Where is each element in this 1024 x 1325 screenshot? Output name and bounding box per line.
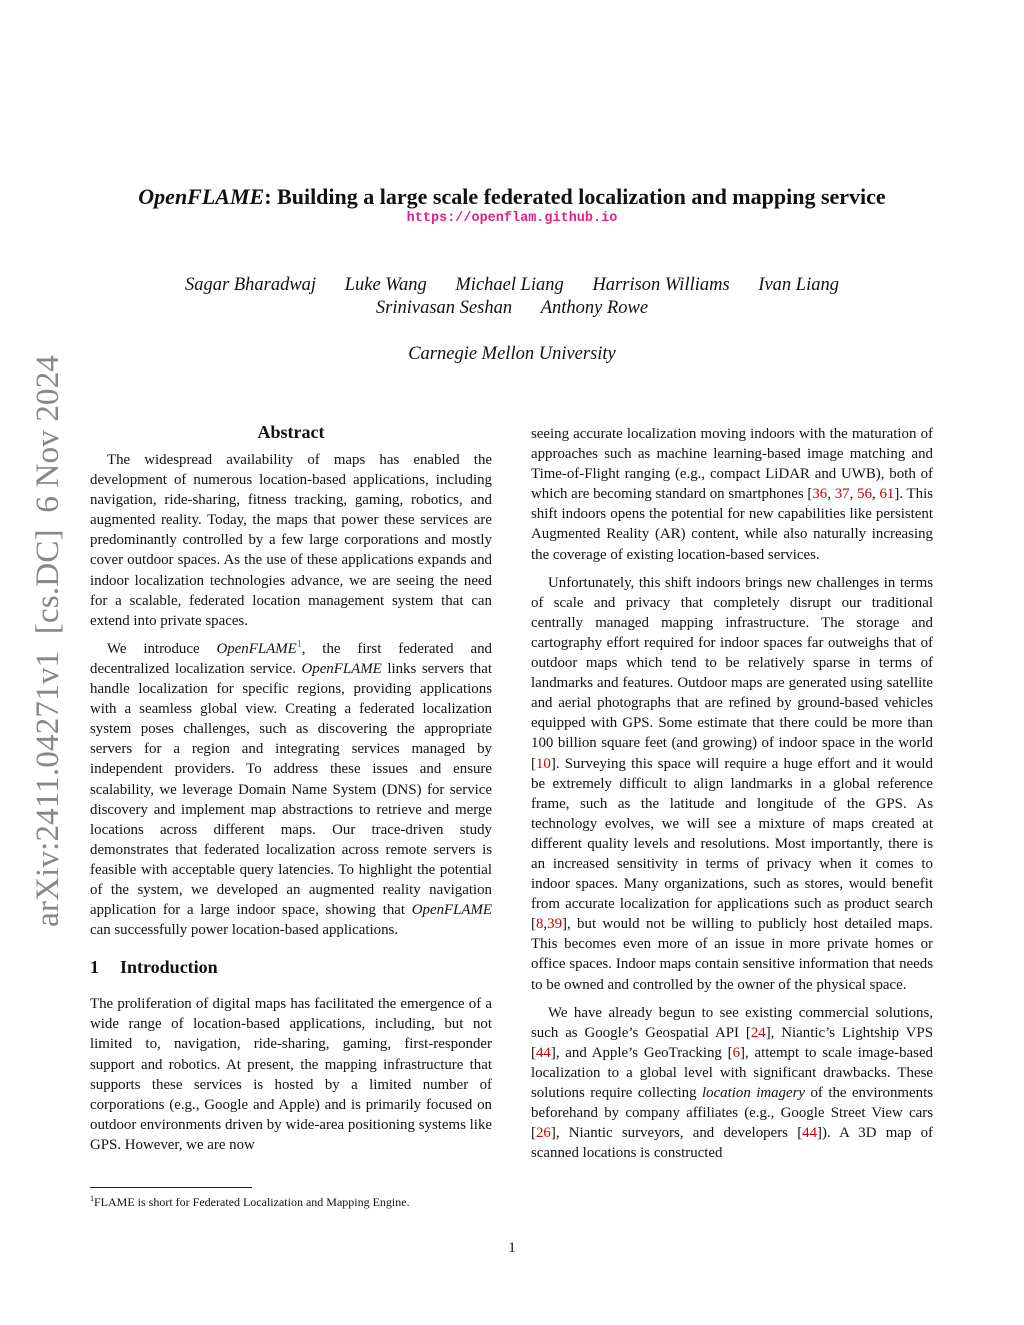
text-run: ]. This shift indoors opens the potential for new capabilities like persistent Augmented Reality (AR) content, while also naturally increasing the coverage of existing location-based services. (531, 486, 934, 563)
footnote-mark: 1 (90, 1194, 94, 1203)
abstract-paragraph-1: The widespread availability of maps has enabled the development of numerous location-based applications, including navigation, ride-sharing, fitness tracking, gaming, robotics, and augmented reality. Today, the maps that power these services are predominantly controlled by a few large corporations and mostly cover outdoor spaces. As the use of these applications expands and indoor localization technologies advance, we are seeing the need for a scalable, federated location management system that can extend into private spaces. (90, 452, 492, 629)
text-run: We have already begun to see existing commercial solutions, such as Google’s Geospatial API [ (531, 1004, 933, 1041)
author-name: Anthony Rowe (540, 298, 649, 318)
author-name: Sagar Bharadwaj (185, 275, 317, 295)
title-rest: : Building a large scale federated localization and mapping service (264, 184, 886, 209)
text-run: ], attempt to scale image-based localization to a global level with significant drawbacks. These solutions require collecting (531, 1044, 933, 1101)
text-run: ], and Apple’s GeoTracking [ (550, 1044, 733, 1061)
title-system-name: OpenFLAME (138, 184, 265, 209)
footnote-divider (90, 1187, 252, 1188)
author-name: Ivan Liang (758, 275, 839, 295)
author-name: Luke Wang (344, 275, 427, 295)
footnote-text: FLAME is short for Federated Localization and Mapping Engine. (94, 1195, 410, 1209)
intro-paragraph-1: The proliferation of digital maps has facilitated the emergence of a wide range of location-based applications, including, but not limited to, navigation, ride-sharing, gaming, first-responder support and robotics. At present, the mapping infrastructure that supports these services is hosted by a limited number of corporations (e.g., Google and Apple) and is primarily focused on outdoor environments driven by wide-area positioning systems like GPS. However, we are now (90, 996, 492, 1153)
section-title: Introduction (120, 957, 218, 978)
section-number: 1 (90, 957, 99, 978)
citation-link[interactable]: 56 (857, 486, 872, 503)
right-paragraph-3 (531, 1003, 933, 1164)
citation-link[interactable]: 44 (802, 1125, 818, 1142)
text-run: links servers that handle localization for specific regions, providing applications with a seamless global view. Creating a federated localization system poses challenges, such as discovering the appropriate servers for a region and integrating services managed by independent providers. To address these issues and ensure scalability, we leverage Domain Name System (DNS) for service discovery and implement map abstractions to retrieve and merge locations across different maps. Our trace-driven study demonstrates that federated localization across remote servers is feasible with acceptable query latencies. To highlight the potential of the system, we developed an augmented reality navigation application for a large indoor space, showing that (90, 660, 492, 919)
authors-line-1 (0, 274, 1024, 297)
affiliation: Carnegie Mellon University (408, 344, 616, 364)
right-paragraph-1: seeing accurate localization moving indoors with the maturation of approaches such as machine learning-based image matching and Time-of-Flight ranging (e.g., compact LiDAR and UWB), both of which are becoming standard on smartphones [36, 37, 56, 61]. This shift indoors opens the potential for new capabilities like persistent Augmented Reality (AR) content, while also naturally increasing the coverage of existing location-based services. (531, 426, 934, 563)
right-column (531, 424, 933, 1171)
citation-link[interactable]: 24 (750, 1024, 766, 1041)
text-run: We introduce (107, 640, 217, 657)
citation-link[interactable]: 10 (535, 755, 551, 772)
left-column (90, 421, 492, 1163)
text-run: seeing accurate localization moving indoors with the maturation of approaches such as machine learning-based image matching and Time-of-Flight ranging (e.g., compact LiDAR and UWB), both of which are becoming standard on smartphones [ (531, 426, 933, 503)
system-name: OpenFLAME (411, 902, 492, 919)
paper-title (0, 184, 1024, 210)
citation-link[interactable]: 8 (535, 916, 544, 933)
text-run: ], but would not be willing to publicly host detailed maps. This becomes even more of an issue in more private homes or office spaces. Indoor maps contain sensitive information that needs to be owned and controlled by the owner of the physical space. (531, 916, 933, 993)
text-run: ], Niantic’s Lightship VPS [ (531, 1024, 933, 1061)
citation-link[interactable]: 39 (547, 916, 563, 933)
text-run: Unfortunately, this shift indoors brings new challenges in terms of scale and privacy that completely disrupt our traditional centrally managed mapping infrastructure. The storage and cartography effort required for indoor spaces far outweighs that of outdoor maps which tend to be relatively sparse in terms of landmarks and features. Outdoor maps are generated using satellite and aerial photographs that are refined by ground-based vehicles equipped with GPS. Some estimate that there could be more than 100 billion square feet (and growing) of indoor space in the world [ (531, 574, 933, 772)
author-name: Srinivasan Seshan (375, 298, 513, 318)
right-paragraph-2: Unfortunately, this shift indoors brings new challenges in terms of scale and privacy that completely disrupt our traditional centrally managed mapping infrastructure. The storage and cartography effort required for indoor spaces far outweighs that of outdoor maps which tend to be relatively sparse in terms of landmarks and features. Outdoor maps are generated using satellite and aerial photographs that are refined by ground-based vehicles equipped with GPS. Some estimate that there could be more than 100 billion square feet (and growing) of indoor space in the world [10]. Surveying this space will require a huge effort and it would be extremely difficult to align landmarks in a global reference frame, such as the latitude and longitude of the GPS. As technology evolves, we will see a mixture of maps created at different quality levels and resolutions. Most importantly, there is an increased sensitivity in terms of privacy when it comes to indoor spaces. Many organizations, such as stores, would benefit from accurate localization for applications such as product search [8,39], but would not be willing to publicly host detailed maps. This becomes even more of an issue in more private homes or office spaces. Indoor maps contain sensitive information that needs to be owned and controlled by the owner of the physical space. (531, 574, 933, 993)
text-run: can successfully power location-based applications. (90, 922, 399, 939)
footnote-link[interactable]: 1 (296, 638, 302, 650)
text-run: , the first federated and decentralized localization service. (90, 640, 492, 677)
system-name: OpenFLAME (216, 640, 297, 657)
text-run: ]). A 3D map of scanned locations is constructed (531, 1125, 933, 1162)
citation-link[interactable]: 36 (812, 486, 828, 503)
emphasis-text: location imagery (701, 1085, 806, 1101)
citation-link[interactable]: 26 (535, 1125, 551, 1142)
citation-link[interactable]: 61 (879, 486, 895, 503)
text-run: ], Niantic surveyors, and developers [ (550, 1125, 803, 1142)
citation-link[interactable]: 37 (834, 486, 850, 503)
authors-line-2 (0, 297, 1024, 320)
abstract-heading: Abstract (257, 422, 325, 442)
footnote (90, 1191, 492, 1210)
section-heading-introduction (90, 956, 492, 978)
text-run: ]. Surveying this space will require a huge effort and it would be extremely difficult to align landmarks in a global reference frame, such as the latitude and longitude of the GPS. As technology evolves, we will see a mixture of maps created at different quality levels and resolutions. Most importantly, there is an increased sensitivity in terms of privacy when it comes to indoor spaces. Many organizations, such as stores, would benefit from accurate localization for applications such as product search [ (531, 755, 933, 933)
page-number: 1 (508, 1240, 516, 1256)
text-run: of the environments beforehand by company affiliates (e.g., Google Street View cars [ (531, 1085, 933, 1142)
author-name: Harrison Williams (592, 275, 730, 295)
citation-link[interactable]: 44 (535, 1044, 551, 1061)
citation-link[interactable]: 6 (732, 1044, 741, 1061)
abstract-paragraph-2 (90, 639, 492, 940)
project-url-link[interactable]: https://openflam.github.io (406, 211, 618, 226)
author-name: Michael Liang (455, 275, 564, 295)
arxiv-identifier (20, 355, 70, 930)
system-name: OpenFLAME (301, 660, 382, 677)
arxiv-identifier-text: arXiv:2411.04271v1 [cs.DC] 6 Nov 2024 (30, 361, 66, 927)
